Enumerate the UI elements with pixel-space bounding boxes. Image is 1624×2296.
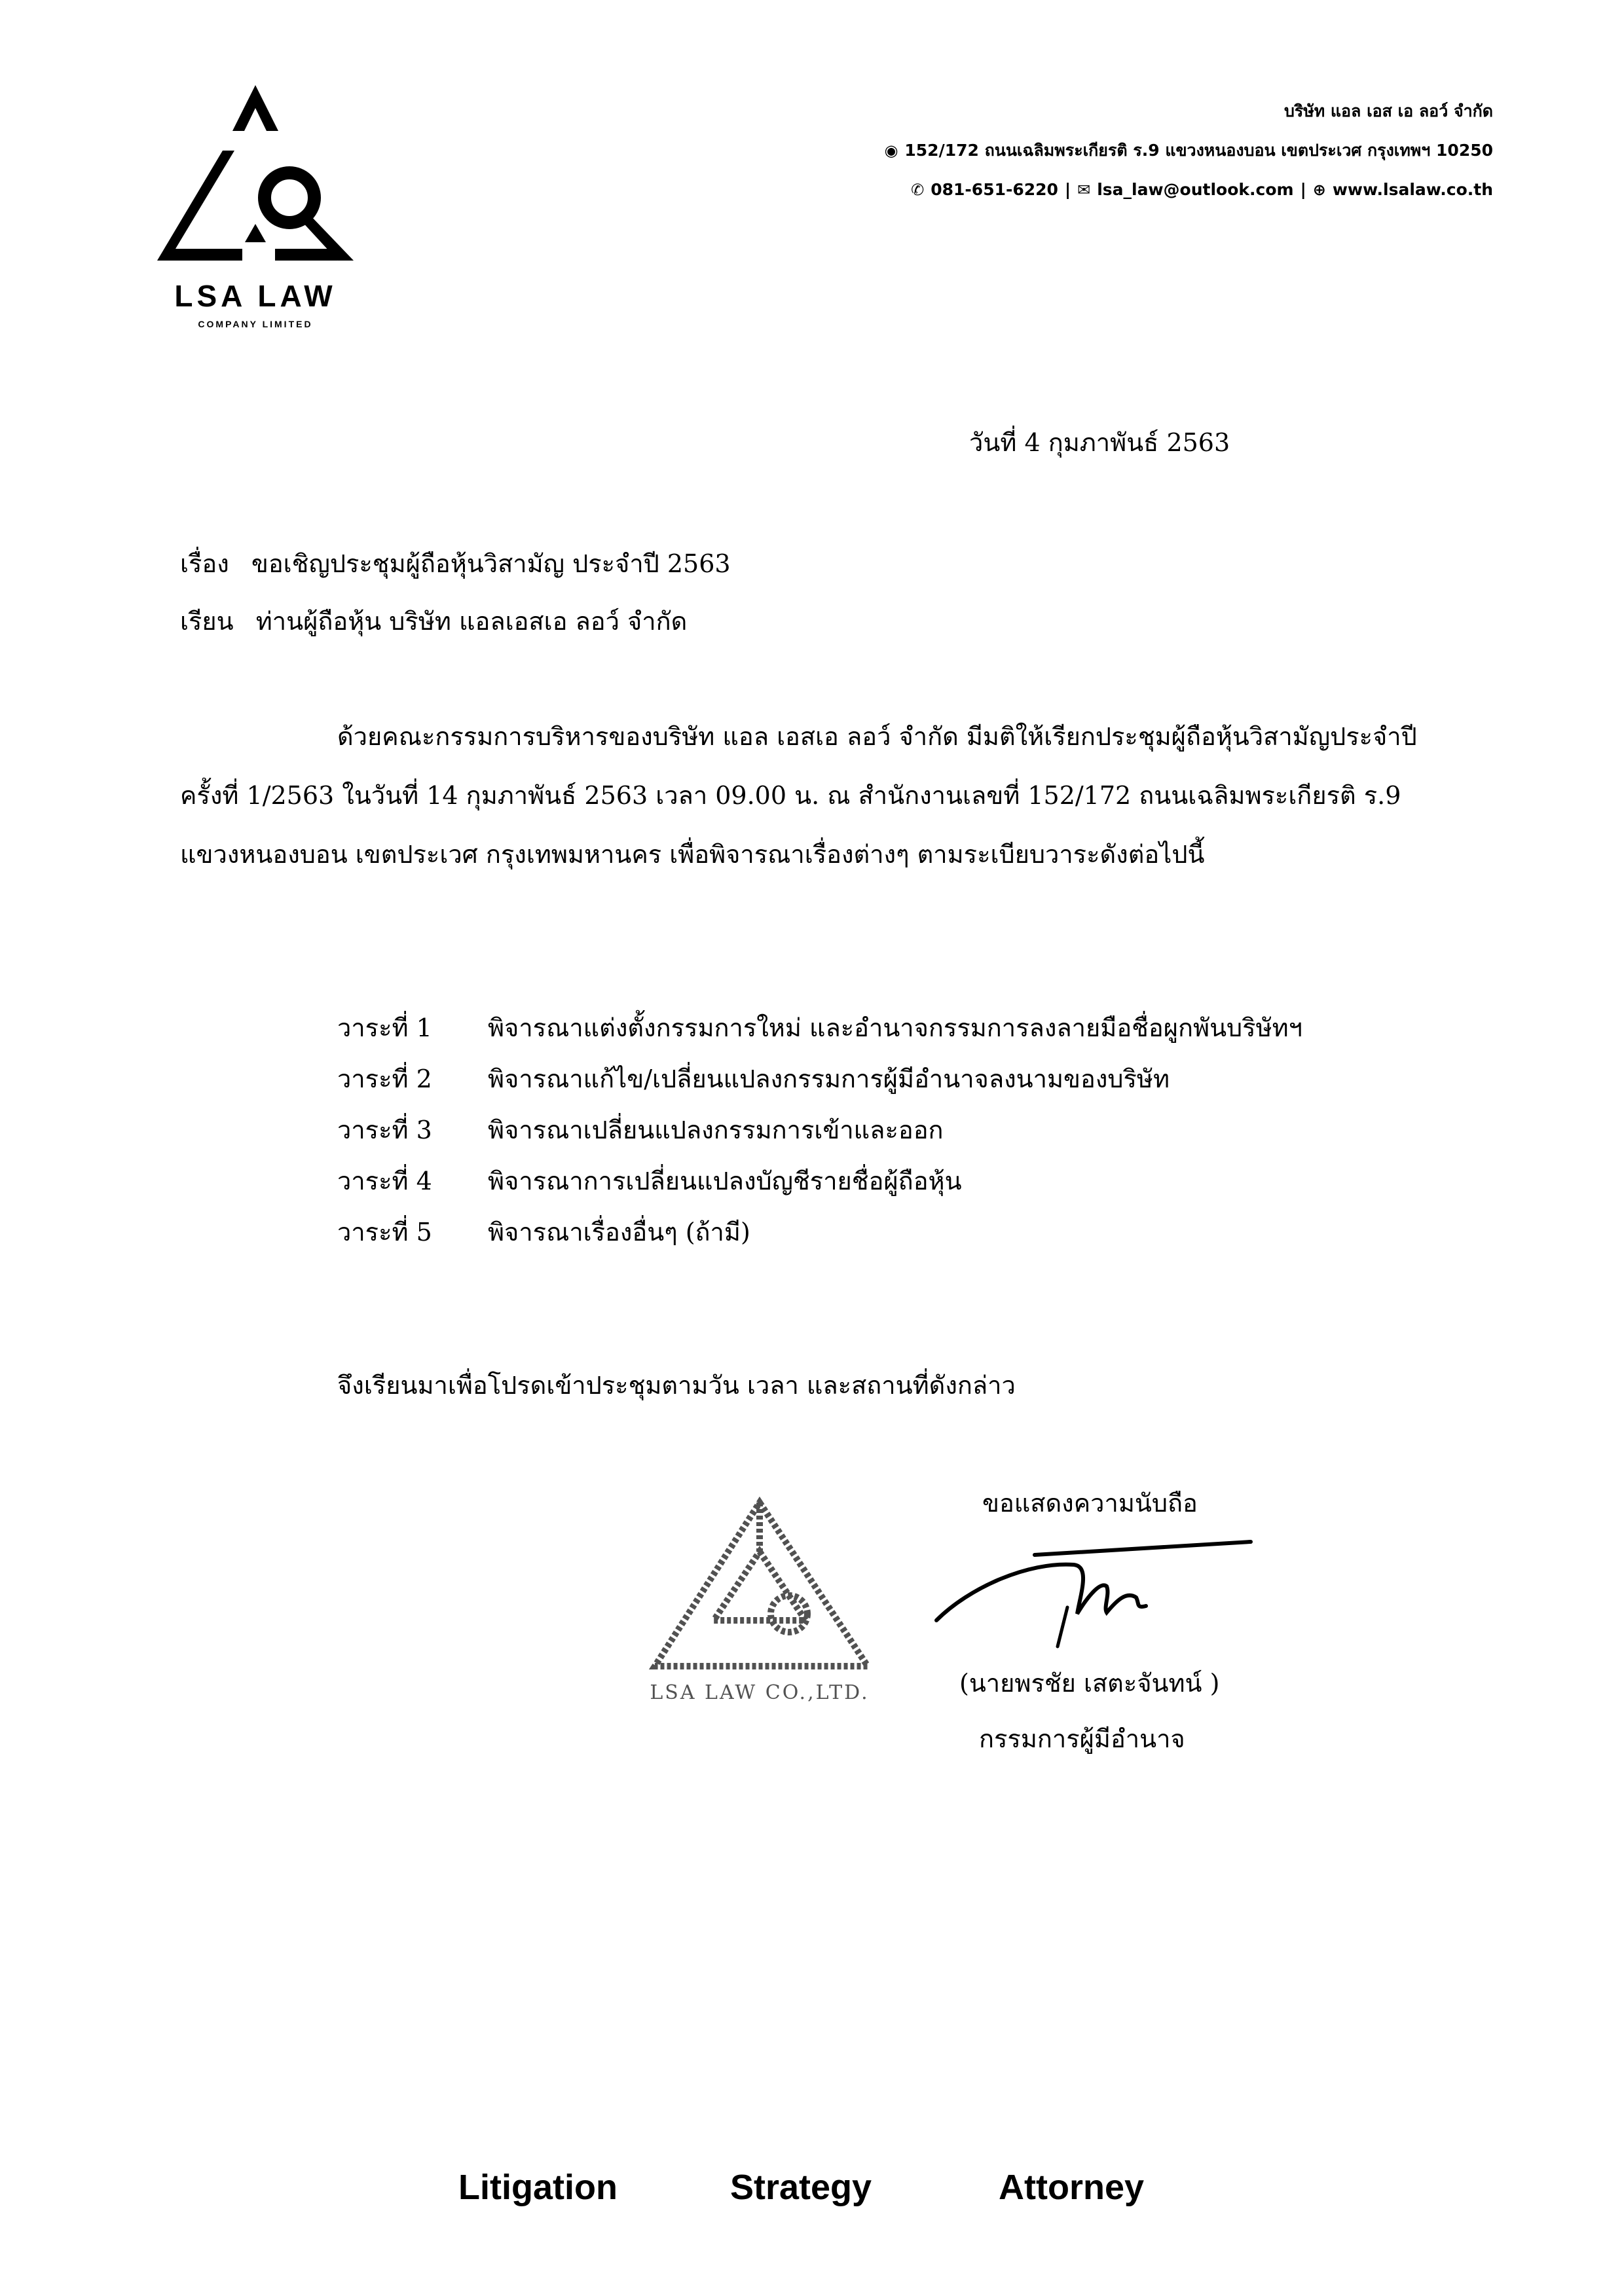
letter-date: วันที่ 4 กุมภาพันธ์ 2563 [969, 428, 1230, 457]
signer-name: (นายพรชัย เสตะจันทน์ ) [959, 1669, 1220, 1698]
globe-icon: ⊕ [1312, 181, 1326, 199]
company-logo [151, 85, 360, 262]
signer-title: กรรมการผู้มีอำนาจ [979, 1724, 1185, 1753]
agenda-item [337, 1053, 1302, 1104]
regards-line: ขอแสดงความนับถือ [982, 1489, 1198, 1518]
footer-item: Attorney [999, 2168, 1145, 2207]
footer-tagline [0, 2167, 1624, 2213]
letterhead-contact [884, 92, 1493, 210]
phone-icon: ✆ [911, 181, 925, 199]
footer-item: Strategy [730, 2168, 872, 2207]
body-text: ด้วยคณะกรรมการบริหารของบริษัท แอล เอสเอ ลอว์ จำกัด มีมติให้เรียกประชุมผู้ถือหุ้นวิสามัญประจำปี ครั้งที่ 1/2563 ในวันที่ 14 กุมภาพันธ์ 2563 เวลา 09.00 น. ณ สำนักงานเลขที่ 152/172 ถนนเฉลิมพระเกียรติ ร.9 แขวงหนองบอน เขตประเวศ กรุงเทพมหานคร เพื่อพิจารณาเรื่องต่างๆ ตามระเบียบวาระดังต่อไปนี้ [180, 722, 1417, 869]
salutation-text: ท่านผู้ถือหุ้น บริษัท แอลเอสเอ ลอว์ จำกัด [255, 607, 688, 636]
separator: | [1300, 180, 1306, 199]
subject-label: เรื่อง [180, 549, 229, 578]
signature [910, 1535, 1264, 1653]
subject-text: ขอเชิญประชุมผู้ถือหุ้นวิสามัญ ประจำปี 2563 [251, 549, 731, 578]
brand-name: LSA LAW [174, 279, 337, 313]
email: lsa_law@outlook.com [1097, 180, 1294, 199]
company-name-line [884, 92, 1493, 131]
company-name: บริษัท แอล เอส เอ ลอว์ จำกัด [1283, 101, 1493, 120]
separator: | [1064, 180, 1071, 199]
agenda-label: วาระที่ 5 [337, 1217, 432, 1247]
agenda-item [337, 1206, 1302, 1257]
email-icon: ✉ [1077, 181, 1091, 199]
agenda-text: พิจารณาเรื่องอื่นๆ (ถ้ามี) [488, 1217, 750, 1247]
agenda-label: วาระที่ 1 [337, 1013, 432, 1042]
agenda-list [337, 1002, 1302, 1257]
address: 152/172 ถนนเฉลิมพระเกียรติ ร.9 แขวงหนองบอน เขตประเวศ กรุงเทพฯ 10250 [904, 141, 1493, 160]
agenda-item [337, 1104, 1302, 1155]
svg-text:LSA LAW CO.,LTD.: LSA LAW CO.,LTD. [650, 1681, 870, 1704]
company-stamp [645, 1489, 881, 1705]
address-line [884, 131, 1493, 170]
agenda-item [337, 1155, 1302, 1206]
agenda-text: พิจารณาแก้ไข/เปลี่ยนแปลงกรรมการผู้มีอำนาจลงนามของบริษัท [488, 1064, 1170, 1093]
subject-line [180, 543, 731, 583]
agenda-label: วาระที่ 4 [337, 1166, 432, 1195]
location-pin-icon: ◉ [884, 141, 898, 160]
body-paragraph [180, 707, 1444, 884]
salutation-line [180, 601, 687, 641]
website: www.lsalaw.co.th [1332, 180, 1493, 199]
agenda-text: พิจารณาแต่งตั้งกรรมการใหม่ และอำนาจกรรมการลงลายมือชื่อผูกพันบริษัทฯ [488, 1013, 1303, 1042]
agenda-text: พิจารณาเปลี่ยนแปลงกรรมการเข้าและออก [488, 1115, 944, 1144]
agenda-text: พิจารณาการเปลี่ยนแปลงบัญชีรายชื่อผู้ถือหุ้น [488, 1166, 962, 1195]
agenda-label: วาระที่ 3 [337, 1115, 432, 1144]
closing-sentence: จึงเรียนมาเพื่อโปรดเข้าประชุมตามวัน เวลา และสถานที่ดังกล่าว [337, 1371, 1016, 1400]
agenda-item [337, 1002, 1302, 1053]
agenda-label: วาระที่ 2 [337, 1064, 432, 1093]
salutation-label: เรียน [180, 607, 234, 636]
footer-item: Litigation [458, 2168, 618, 2207]
contact-line [884, 170, 1493, 210]
brand-subtitle: COMPANY LIMITED [198, 319, 313, 329]
phone: 081-651-6220 [931, 180, 1058, 199]
